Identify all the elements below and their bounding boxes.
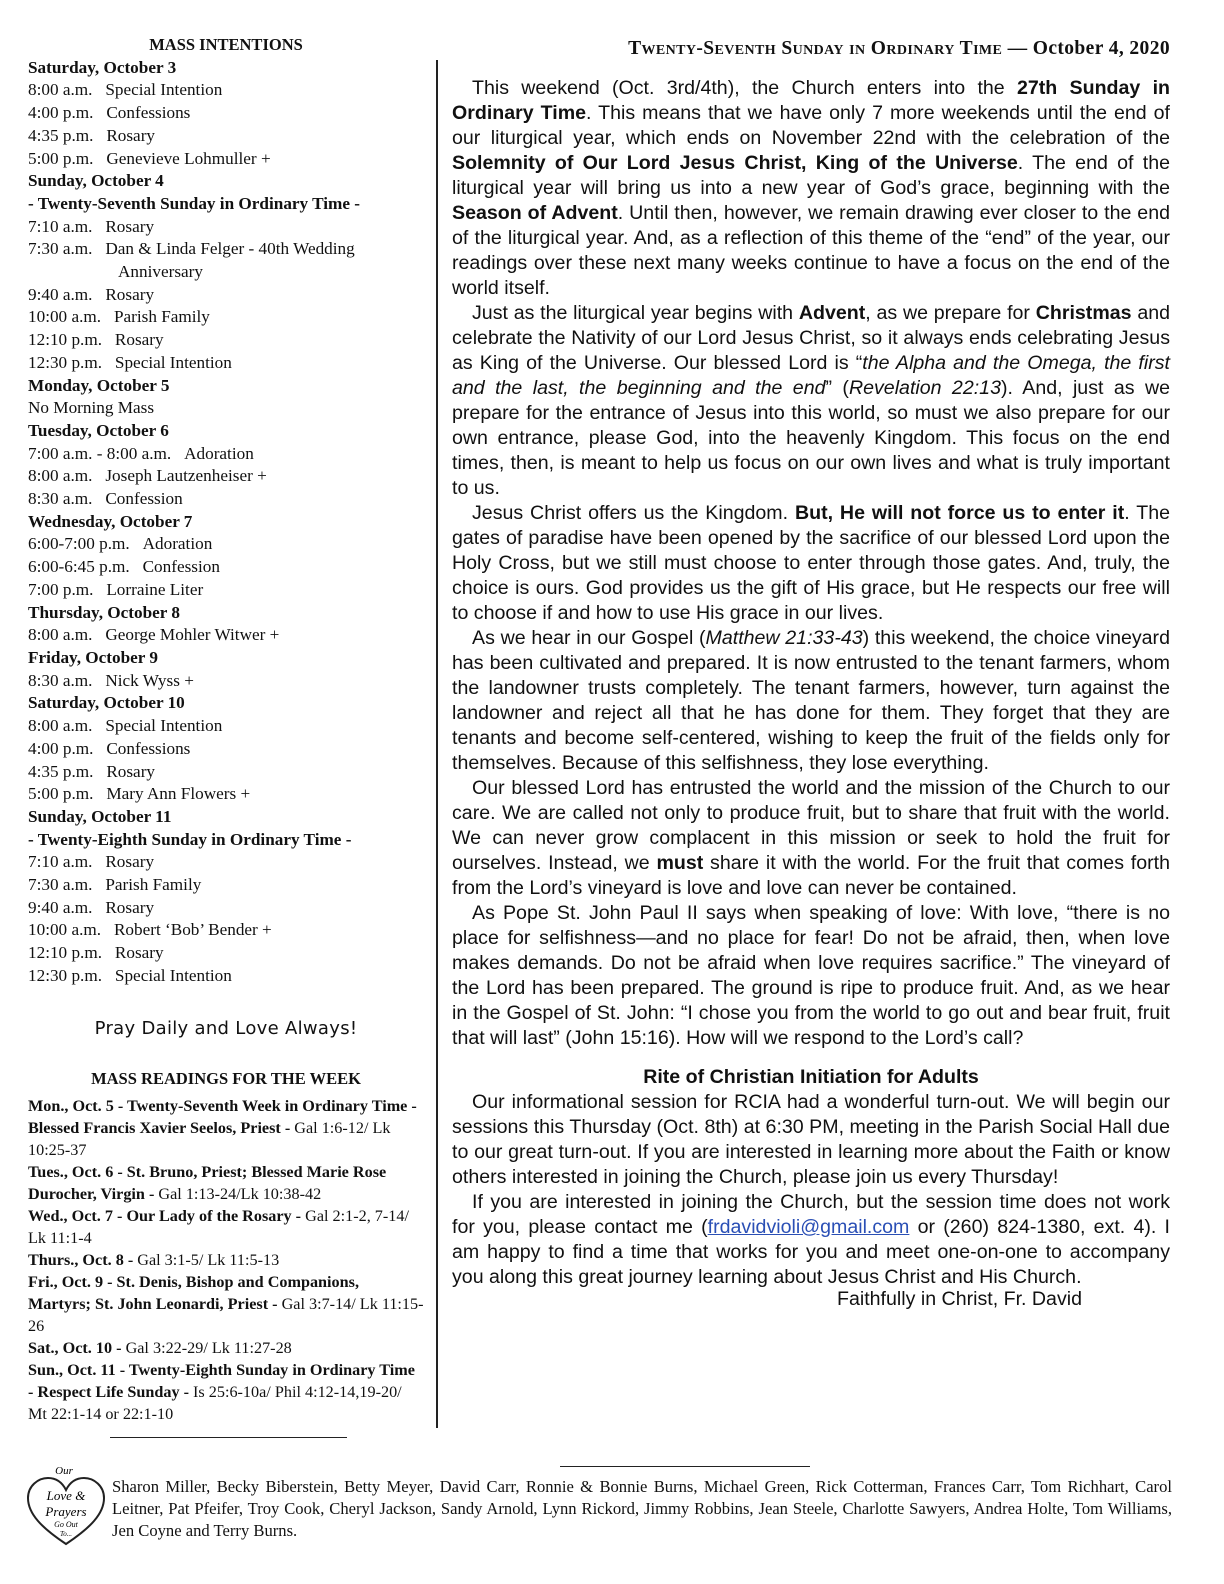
- paragraph: [452, 626, 1170, 776]
- intention-time: 4:35 p.m.: [28, 125, 94, 145]
- reading-item: [28, 1249, 424, 1271]
- emphasis-bold: Christmas: [1035, 302, 1132, 324]
- heart-prayers-logo: [24, 1464, 108, 1550]
- intention-text: Rosary: [105, 216, 155, 236]
- intention-time: 6:00-6:45 p.m.: [28, 557, 130, 577]
- text-run: ). And, just as we prepare for the entrance of Jesus into this world, so must we also prepare for our own entrance, please God, into the heavenly Kingdom. This focus on the end times, then, is meant to help us focus on our own lives and what is truly important to us.: [452, 377, 1170, 499]
- intention-entry: [28, 533, 424, 556]
- intention-time: 12:10 p.m.: [28, 330, 103, 350]
- paragraph: [452, 501, 1170, 626]
- emphasis-italic: the Alpha and the Omega, the first and the last, the beginning and the end: [452, 352, 1170, 399]
- reading-item: [28, 1095, 424, 1161]
- pray-daily-line: Pray Daily and Love Always!: [94, 1017, 358, 1039]
- intention-time: 8:00 a.m.: [28, 80, 93, 100]
- logo-text-love: Love &: [46, 1488, 86, 1503]
- intention-entry: [28, 874, 424, 897]
- text-run: If you are interested in joining the Church, but the session time does not work for you, please contact me (: [452, 1191, 1170, 1238]
- text-run: . Until then, however, we remain drawing ever closer to the end of the liturgical year. And, as a reflection of this theme of the “end” of the year, our readings over these next many weeks continue to have a focus on the end of the world itself.: [452, 202, 1170, 299]
- intention-text: Rosary: [105, 852, 155, 872]
- intention-time: 7:00 p.m.: [28, 579, 94, 599]
- reading-day: Fri., Oct. 9 - St. Denis, Bishop and Companions, Martyrs; St. John Leonardi, Priest -: [28, 1272, 359, 1313]
- intention-text: Parish Family: [105, 875, 202, 895]
- intention-text: Robert ‘Bob’ Bender +: [113, 920, 272, 940]
- intention-text: Genevieve Lohmuller +: [106, 148, 271, 168]
- readings-title: MASS READINGS FOR THE WEEK: [91, 1069, 361, 1089]
- intention-day: Sunday, October 4: [28, 171, 164, 191]
- reading-item: [28, 1161, 424, 1205]
- logo-text-go-out: Go Out: [54, 1520, 78, 1529]
- text-run: . The gates of paradise have been opened by the sacrifice of our blessed Lord upon the Holy Cross, but we still must choose to enter through those gates. And, truly, the choice is ours. God provides us the gift of His grace, but He respects our free will to choose if and how to use His grace in our lives.: [452, 502, 1171, 624]
- intention-entry: [28, 761, 424, 784]
- intention-entry: [28, 443, 424, 466]
- intention-text: Mary Ann Flowers +: [106, 784, 251, 804]
- intention-day: Friday, October 9: [28, 647, 159, 667]
- intention-entry: [28, 148, 424, 171]
- intention-entry: [28, 897, 424, 920]
- intention-text: Special Intention: [105, 716, 223, 736]
- emphasis-bold: But, He will not force us to enter it: [794, 502, 1125, 524]
- emphasis-bold: Solemnity of Our Lord Jesus Christ, King of the Universe: [452, 152, 1018, 174]
- intention-day-subtitle: - Twenty-Seventh Sunday in Ordinary Time -: [28, 193, 361, 213]
- paragraph: [452, 301, 1170, 501]
- reading-day: Thurs., Oct. 8 -: [28, 1250, 134, 1269]
- column-divider: [436, 60, 438, 1428]
- intention-text: Rosary: [106, 125, 156, 145]
- reading-day: Wed., Oct. 7 - Our Lady of the Rosary -: [28, 1206, 302, 1225]
- intention-entry: [28, 465, 424, 488]
- intention-text: Rosary: [105, 897, 155, 917]
- intention-time: 8:00 a.m.: [28, 466, 93, 486]
- intention-entry: [28, 306, 424, 329]
- intention-entry: [28, 284, 424, 307]
- intention-time: 7:30 a.m.: [28, 239, 93, 259]
- intention-time: 12:30 p.m.: [28, 965, 103, 985]
- reading-citation: Gal 1:13-24/Lk 10:38-42: [154, 1184, 322, 1203]
- title-main: Twenty-Seventh Sunday in Ordinary Time: [628, 38, 1003, 59]
- intention-entry: [28, 851, 424, 874]
- intention-text: Rosary: [105, 284, 155, 304]
- intention-time: 4:00 p.m.: [28, 738, 94, 758]
- reading-citation: Gal 1:6-12/ Lk 10:25-37: [28, 1118, 391, 1159]
- emphasis-bold: Season of Advent: [452, 202, 618, 224]
- intention-entry: [28, 783, 424, 806]
- intention-text: Special Intention: [114, 965, 232, 985]
- logo-text-prayers: Prayers: [45, 1504, 87, 1519]
- intention-time: 12:10 p.m.: [28, 943, 103, 963]
- intention-time: 6:00-7:00 p.m.: [28, 534, 130, 554]
- page-title: [452, 38, 1170, 60]
- reading-item: [28, 1359, 424, 1425]
- intention-entry: [28, 738, 424, 761]
- intention-entry: [28, 965, 424, 988]
- intention-text: Confession: [105, 489, 183, 509]
- intention-time: 5:00 p.m.: [28, 784, 94, 804]
- intention-day: Monday, October 5: [28, 375, 170, 395]
- readings-list: [28, 1095, 424, 1425]
- intention-text: George Mohler Witwer +: [105, 625, 280, 645]
- intention-entry: [28, 556, 424, 579]
- text-run: Our blessed Lord has entrusted the world and the mission of the Church to our care. We are called not only to produce fruit, but to share that fruit with the world. We can never grow complacent in this mission or seek to hold the fruit for ourselves. Instead, we: [452, 777, 1170, 874]
- divider-line: [110, 1437, 347, 1438]
- intention-entry: [28, 919, 424, 942]
- intention-time: 7:10 a.m.: [28, 216, 93, 236]
- mass-intentions-list: [28, 57, 424, 988]
- text-run: ” (: [825, 377, 849, 399]
- intention-time: 8:30 a.m.: [28, 489, 93, 509]
- intention-entry: [28, 102, 424, 125]
- intention-text: Adoration: [142, 534, 213, 554]
- intention-time: 8:30 a.m.: [28, 670, 93, 690]
- intention-text: Rosary: [106, 761, 156, 781]
- prayer-list: Sharon Miller, Becky Biberstein, Betty Meyer, David Carr, Ronnie & Bonnie Burns, Michael Green, Rick Cotterman, Frances Carr, Tom Richhart, Carol Leitner, Pat Pfeifer, Troy Cook, Cheryl Jackson, Sandy Arnold, Lynn Rickord, Jimmy Robbins, Jean Steele, Charlotte Sawyers, Andrea Holte, Tom Williams, Jen Coyne and Terry Burns.: [112, 1477, 1172, 1540]
- intention-entry: [28, 670, 424, 693]
- intention-text: Joseph Lautzenheiser +: [105, 466, 267, 486]
- intention-text: Rosary: [114, 943, 164, 963]
- text-run: and celebrate the Nativity of our Lord Jesus Christ, so it always ends celebrating Jesus as King of the Universe. Our blessed Lord is “: [452, 302, 1171, 374]
- emphasis-bold: must: [656, 852, 704, 874]
- reading-item: [28, 1337, 424, 1359]
- intention-time: 10:00 a.m.: [28, 307, 102, 327]
- intention-text: No Morning Mass: [28, 398, 155, 418]
- intention-entry: [28, 79, 424, 102]
- intention-time: 4:00 p.m.: [28, 103, 94, 123]
- text-run: , as we prepare for: [865, 302, 1036, 324]
- intention-text: Confession: [142, 557, 220, 577]
- intention-time: 7:30 a.m.: [28, 875, 93, 895]
- paragraph: [452, 1190, 1170, 1290]
- emphasis-bold: Advent: [798, 302, 866, 324]
- paragraph: [452, 76, 1170, 301]
- text-run: Our informational session for RCIA had a wonderful turn-out. We will begin our sessions this Thursday (Oct. 8th) at 6:30 PM, meeting in the Parish Social Hall due to our great turn-out. If you are interested in learning more about the Faith or know others interested in joining the Church, please join us every Thursday!: [452, 1091, 1170, 1188]
- reading-citation: Is 25:6-10a/ Phil 4:12-14,19-20/ Mt 22:1-14 or 22:1-10: [28, 1382, 402, 1423]
- intention-entry: [28, 397, 424, 420]
- rcia-heading: Rite of Christian Initiation for Adults: [643, 1066, 979, 1088]
- text-run: As we hear in our Gospel (: [472, 627, 706, 649]
- reading-citation: Gal 3:7-14/ Lk 11:15-26: [28, 1294, 424, 1335]
- intention-day: Saturday, October 3: [28, 57, 177, 77]
- intention-day: Thursday, October 8: [28, 602, 181, 622]
- intention-text-continued: Anniversary: [118, 262, 203, 282]
- intention-entry: [28, 125, 424, 148]
- reading-day: Tues., Oct. 6 - St. Bruno, Priest; Blessed Marie Rose Durocher, Virgin -: [28, 1162, 387, 1203]
- intention-entry: [28, 329, 424, 352]
- reading-day: Mon., Oct. 5 - Twenty-Seventh Week in Ordinary Time - Blessed Francis Xavier Seelos, Priest -: [28, 1096, 417, 1137]
- intention-time: 7:10 a.m.: [28, 852, 93, 872]
- intention-text: Rosary: [114, 330, 164, 350]
- text-run: or (260) 824-1380, ext. 4). I am happy to find a time that works for you and meet one-on-one to accompany you along this great journey learning about Jesus Christ and His Church.: [452, 1216, 1170, 1288]
- intention-text: Confessions: [106, 103, 191, 123]
- emphasis-bold: 27th Sunday in Ordinary Time: [452, 77, 1170, 124]
- reading-item: [28, 1205, 424, 1249]
- intention-text: Lorraine Liter: [106, 579, 204, 599]
- intention-entry: [28, 216, 424, 239]
- intention-time: 10:00 a.m.: [28, 920, 102, 940]
- reading-citation: Gal 3:22-29/ Lk 11:27-28: [121, 1338, 292, 1357]
- email-link[interactable]: frdavidvioli@gmail.com: [707, 1216, 910, 1238]
- paragraph: [452, 776, 1170, 901]
- text-run: Just as the liturgical year begins with: [472, 302, 799, 324]
- intention-text: Nick Wyss +: [105, 670, 194, 690]
- signature: Faithfully in Christ, Fr. David: [837, 1288, 1082, 1310]
- intention-text: Special Intention: [105, 80, 223, 100]
- text-run: Jesus Christ offers us the Kingdom.: [472, 502, 795, 524]
- logo-text-to: To...: [59, 1530, 73, 1538]
- intention-time: 9:40 a.m.: [28, 284, 93, 304]
- reading-item: [28, 1271, 424, 1337]
- paragraph: [452, 901, 1170, 1051]
- divider-line: [560, 1466, 810, 1467]
- paragraph: [452, 1090, 1170, 1190]
- intention-entry: [28, 488, 424, 511]
- intention-text: Dan & Linda Felger - 40th Wedding: [105, 239, 355, 259]
- intention-entry: [28, 238, 424, 261]
- title-date: — October 4, 2020: [1002, 38, 1170, 59]
- intention-text: Parish Family: [113, 307, 210, 327]
- intention-day: Wednesday, October 7: [28, 511, 193, 531]
- text-run: ) this weekend, the choice vineyard has been cultivated and prepared. It is now entrusted to the tenant farmers, whom the landowner trusts completely. The tenant farmers, however, turn against the landowner and reject all that he has done for them. They forget that they are tenants and become self-centered, wishing to keep the fruit of the fields only for themselves. Because of this selfishness, they lose everything.: [452, 627, 1170, 774]
- intention-time: 8:00 a.m.: [28, 625, 93, 645]
- reading-citation: Gal 3:1-5/ Lk 11:5-13: [133, 1250, 280, 1269]
- intention-text: Adoration: [184, 443, 254, 463]
- emphasis-italic: Revelation 22:13: [848, 377, 1001, 399]
- intention-time: 7:00 a.m. - 8:00 a.m.: [28, 443, 172, 463]
- reading-citation: Gal 2:1-2, 7-14/ Lk 11:1-4: [28, 1206, 409, 1247]
- intention-day-subtitle: - Twenty-Eighth Sunday in Ordinary Time -: [28, 829, 352, 849]
- logo-text-our: Our: [55, 1465, 73, 1477]
- reading-day: Sat., Oct. 10 -: [28, 1338, 122, 1357]
- text-run: As Pope St. John Paul II says when speaking of love: With love, “there is no place for selfishness—and no place for fear! Do not be afraid, then, when love makes demands. Do not be afraid when love requires sacrifice.” The vineyard of the Lord has been prepared. The ground is ripe to produce fruit. And, as we hear in the Gospel of St. John: “I chose you from the world to go out and bear fruit, fruit that will last” (John 15:16). How will we respond to the Lord’s call?: [452, 902, 1170, 1049]
- intention-entry: [28, 352, 424, 375]
- intention-time: 9:40 a.m.: [28, 897, 93, 917]
- emphasis-italic: Matthew 21:33-43: [705, 627, 863, 649]
- intention-entry: [28, 942, 424, 965]
- letter-body: [452, 76, 1170, 1290]
- intention-day: Sunday, October 11: [28, 806, 172, 826]
- intention-entry: [28, 624, 424, 647]
- intention-entry: [28, 579, 424, 602]
- text-run: This weekend (Oct. 3rd/4th), the Church enters into the: [472, 77, 1017, 99]
- intention-text: Special Intention: [114, 352, 232, 372]
- pastor-letter: [452, 38, 1170, 1311]
- text-run: . This means that we have only 7 more weekends until the end of our liturgical year, which ends on November 22nd with the celebration of the: [452, 102, 1170, 149]
- intention-time: 8:00 a.m.: [28, 716, 93, 736]
- intention-entry: [28, 715, 424, 738]
- mass-intentions-column: [28, 34, 424, 1425]
- intention-text: Confessions: [106, 738, 191, 758]
- text-run: share it with the world. For the fruit that comes forth from the Lord’s vineyard is love and love can never be contained.: [452, 852, 1170, 899]
- intention-day: Saturday, October 10: [28, 693, 185, 713]
- intention-day: Tuesday, October 6: [28, 420, 169, 440]
- reading-day: Sun., Oct. 11 - Twenty-Eighth Sunday in Ordinary Time - Respect Life Sunday -: [28, 1360, 415, 1401]
- intention-time: 5:00 p.m.: [28, 148, 94, 168]
- mass-intentions-title: MASS INTENTIONS: [149, 35, 303, 54]
- intention-time: 12:30 p.m.: [28, 352, 103, 372]
- text-run: . The end of the liturgical year will bring us into a new year of God’s grace, beginning with the: [452, 152, 1170, 199]
- intention-time: 4:35 p.m.: [28, 761, 94, 781]
